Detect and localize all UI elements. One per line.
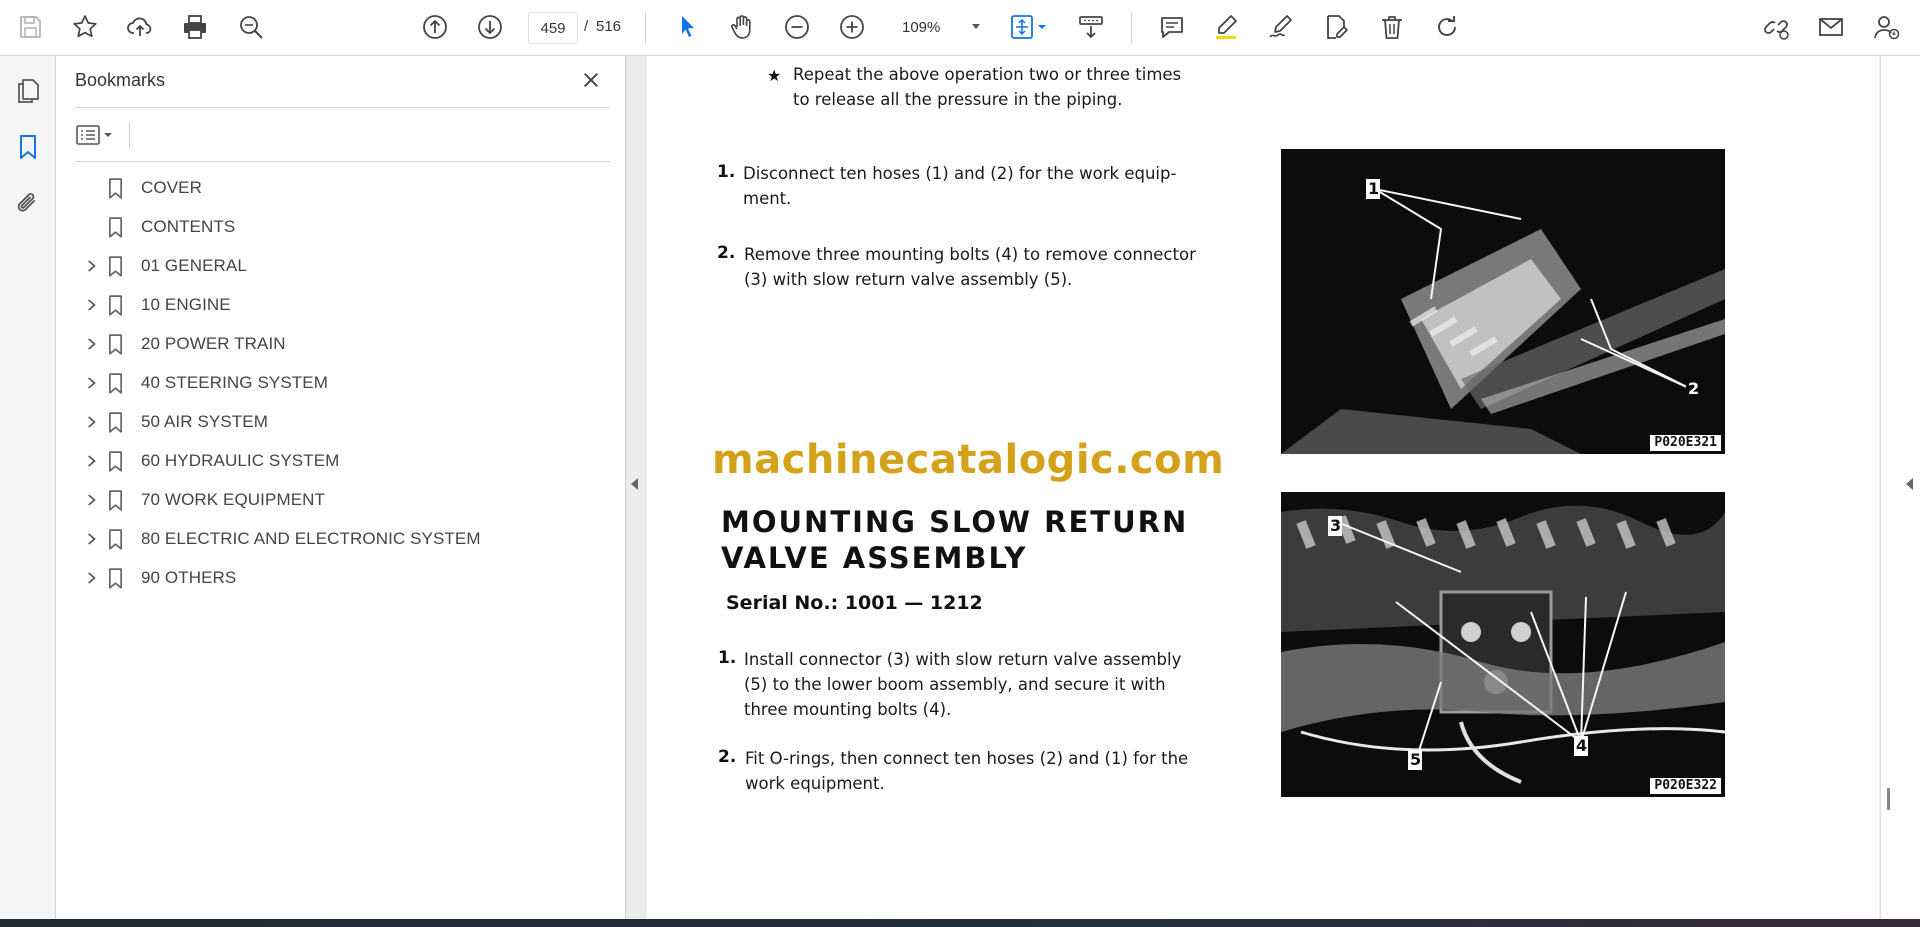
chevron-right-icon[interactable] xyxy=(80,566,104,590)
figure-photo-valve-assembly xyxy=(1281,492,1725,797)
bookmark-icon xyxy=(104,448,126,474)
chevron-right-icon[interactable] xyxy=(80,488,104,512)
bookmark-item[interactable] xyxy=(70,212,610,242)
bookmark-label: 40 STEERING SYSTEM xyxy=(141,373,328,392)
chevron-spacer xyxy=(80,176,104,200)
bookmark-icon xyxy=(104,487,126,513)
bookmark-item[interactable] xyxy=(70,173,610,203)
chevron-right-icon[interactable] xyxy=(80,371,104,395)
bookmark-icon xyxy=(104,370,126,396)
step-line: Disconnect ten hoses (1) and (2) for the work equip- xyxy=(743,164,1177,183)
delete-trash-icon[interactable] xyxy=(1374,9,1410,45)
close-icon[interactable] xyxy=(579,68,603,92)
chevron-right-icon[interactable] xyxy=(80,410,104,434)
step-line: ment. xyxy=(743,189,792,208)
removal-step-text xyxy=(744,242,1196,292)
heading-line: MOUNTING SLOW RETURN xyxy=(721,505,1189,539)
bookmark-item[interactable] xyxy=(70,368,610,398)
share-link-icon[interactable] xyxy=(1758,9,1794,45)
bookmark-label: 10 ENGINE xyxy=(141,295,231,314)
previous-page-icon[interactable] xyxy=(417,9,453,45)
step-line: (5) to the lower boom assembly, and secure it with xyxy=(744,675,1166,694)
bookmark-icon xyxy=(104,292,126,318)
bookmark-options-button[interactable] xyxy=(75,120,125,150)
divider xyxy=(129,122,130,148)
comment-icon[interactable] xyxy=(1154,9,1190,45)
step-line: Remove three mounting bolts (4) to remove connector xyxy=(744,245,1196,264)
highlight-pen-icon[interactable] xyxy=(1208,9,1244,45)
photo-illustration xyxy=(1281,149,1725,454)
taskbar-edge xyxy=(0,919,1920,927)
removal-step-number: 1. xyxy=(717,162,736,182)
bookmark-icon xyxy=(104,253,126,279)
chevron-down-icon xyxy=(972,24,980,29)
star-bookmark-icon[interactable] xyxy=(67,9,103,45)
bookmark-label: 50 AIR SYSTEM xyxy=(141,412,268,431)
zoom-level-value: 109% xyxy=(902,18,941,36)
step-line: (3) with slow return valve assembly (5). xyxy=(744,270,1073,289)
chevron-right-icon[interactable] xyxy=(80,332,104,356)
note-star: ★ xyxy=(767,68,782,85)
bookmark-item[interactable] xyxy=(70,524,610,554)
bookmarks-panel xyxy=(56,56,626,919)
page-separator: / xyxy=(584,18,589,35)
step-line: three mounting bolts (4). xyxy=(744,700,952,719)
install-step-text xyxy=(744,647,1181,722)
step-line: Install connector (3) with slow return valve assembly xyxy=(744,650,1182,669)
callout-label: 3 xyxy=(1330,516,1342,535)
photo-id-label: P020E321 xyxy=(1650,435,1721,451)
expand-right-pane-arrow-icon[interactable] xyxy=(1906,478,1913,490)
bookmark-label: 01 GENERAL xyxy=(141,256,247,275)
fit-page-icon[interactable] xyxy=(1004,9,1054,45)
chevron-right-icon[interactable] xyxy=(80,527,104,551)
hand-tool-icon[interactable] xyxy=(724,9,760,45)
bookmark-item[interactable] xyxy=(70,407,610,437)
removal-step-text xyxy=(743,161,1176,211)
right-pane-strip xyxy=(1880,56,1920,919)
page-thumbnails-icon[interactable] xyxy=(13,76,43,106)
toolbar-divider xyxy=(1131,12,1132,44)
save-icon[interactable] xyxy=(12,9,48,45)
bookmark-label: COVER xyxy=(141,178,202,197)
note-text xyxy=(793,62,1181,112)
cloud-upload-icon[interactable] xyxy=(122,9,158,45)
bookmarks-panel-icon[interactable] xyxy=(13,132,43,162)
chevron-spacer xyxy=(80,215,104,239)
removal-step-number: 2. xyxy=(717,243,736,263)
draw-freehand-icon[interactable] xyxy=(1263,9,1299,45)
callout-label: 1 xyxy=(1368,179,1380,198)
bookmark-item[interactable] xyxy=(70,563,610,593)
zoom-in-icon[interactable] xyxy=(834,9,870,45)
zoom-level-dropdown[interactable] xyxy=(888,12,984,42)
callout-label: 2 xyxy=(1688,379,1700,398)
bookmark-icon xyxy=(104,526,126,552)
next-page-icon[interactable] xyxy=(472,9,508,45)
install-step-text xyxy=(745,746,1188,796)
toolbar-divider xyxy=(645,12,646,44)
install-step-number: 1. xyxy=(718,648,737,668)
bookmark-label: CONTENTS xyxy=(141,217,236,236)
attachments-paperclip-icon[interactable] xyxy=(13,188,43,218)
scrollbar-thumb[interactable] xyxy=(1887,788,1890,810)
scroll-mode-icon[interactable] xyxy=(1073,9,1109,45)
email-envelope-icon[interactable] xyxy=(1813,9,1849,45)
serial-number: Serial No.: 1001 — 1212 xyxy=(726,592,983,614)
callout-label: 5 xyxy=(1410,750,1422,769)
photo-illustration xyxy=(1281,492,1725,797)
photo-id-label: P020E322 xyxy=(1650,778,1721,794)
bookmark-label: 70 WORK EQUIPMENT xyxy=(141,490,326,509)
section-heading xyxy=(721,504,1188,576)
divider xyxy=(75,107,610,108)
step-line: work equipment. xyxy=(745,774,885,793)
bookmarks-panel-title: Bookmarks xyxy=(75,70,166,90)
collapse-panel-left-arrow-icon[interactable] xyxy=(631,478,638,490)
bookmark-item[interactable] xyxy=(70,251,610,281)
edit-pdf-icon[interactable] xyxy=(1318,9,1354,45)
select-cursor-icon[interactable] xyxy=(670,9,706,45)
chevron-right-icon[interactable] xyxy=(80,254,104,278)
bookmark-label: 80 ELECTRIC AND ELECTRONIC SYSTEM xyxy=(141,529,481,548)
page-number-input[interactable]: 459 xyxy=(528,12,578,44)
account-user-icon[interactable] xyxy=(1868,9,1904,45)
chevron-right-icon[interactable] xyxy=(80,293,104,317)
bookmark-icon xyxy=(104,331,126,357)
bookmark-label: 20 POWER TRAIN xyxy=(141,334,286,353)
divider xyxy=(75,161,610,162)
bookmark-label: 90 OTHERS xyxy=(141,568,237,587)
print-icon[interactable] xyxy=(177,9,213,45)
main-toolbar xyxy=(0,0,1920,56)
note-line: Repeat the above operation two or three times xyxy=(793,65,1182,84)
watermark-text: machinecatalogic.com xyxy=(712,437,1225,483)
step-line: Fit O-rings, then connect ten hoses (2) and (1) for the xyxy=(745,749,1189,768)
bookmark-icon xyxy=(104,409,126,435)
bookmark-item[interactable] xyxy=(70,290,610,320)
install-step-number: 2. xyxy=(718,747,737,767)
bookmark-item[interactable] xyxy=(70,329,610,359)
note-line: to release all the pressure in the piping. xyxy=(793,90,1123,109)
navigation-rail xyxy=(0,56,56,919)
heading-line: VALVE ASSEMBLY xyxy=(721,541,1028,575)
bookmark-icon xyxy=(104,175,126,201)
bookmark-icon xyxy=(104,214,126,240)
bookmark-icon xyxy=(104,565,126,591)
zoom-out-icon[interactable] xyxy=(779,9,815,45)
bookmark-label: 60 HYDRAULIC SYSTEM xyxy=(141,451,340,470)
list-options-icon xyxy=(75,123,115,147)
bookmark-item[interactable] xyxy=(70,485,610,515)
page-total: 516 xyxy=(596,18,622,35)
chevron-right-icon[interactable] xyxy=(80,449,104,473)
bookmark-item[interactable] xyxy=(70,446,610,476)
zoom-search-icon[interactable] xyxy=(233,9,269,45)
callout-label: 4 xyxy=(1576,736,1588,755)
figure-photo-hose-connections xyxy=(1281,149,1725,454)
rotate-icon[interactable] xyxy=(1429,9,1465,45)
